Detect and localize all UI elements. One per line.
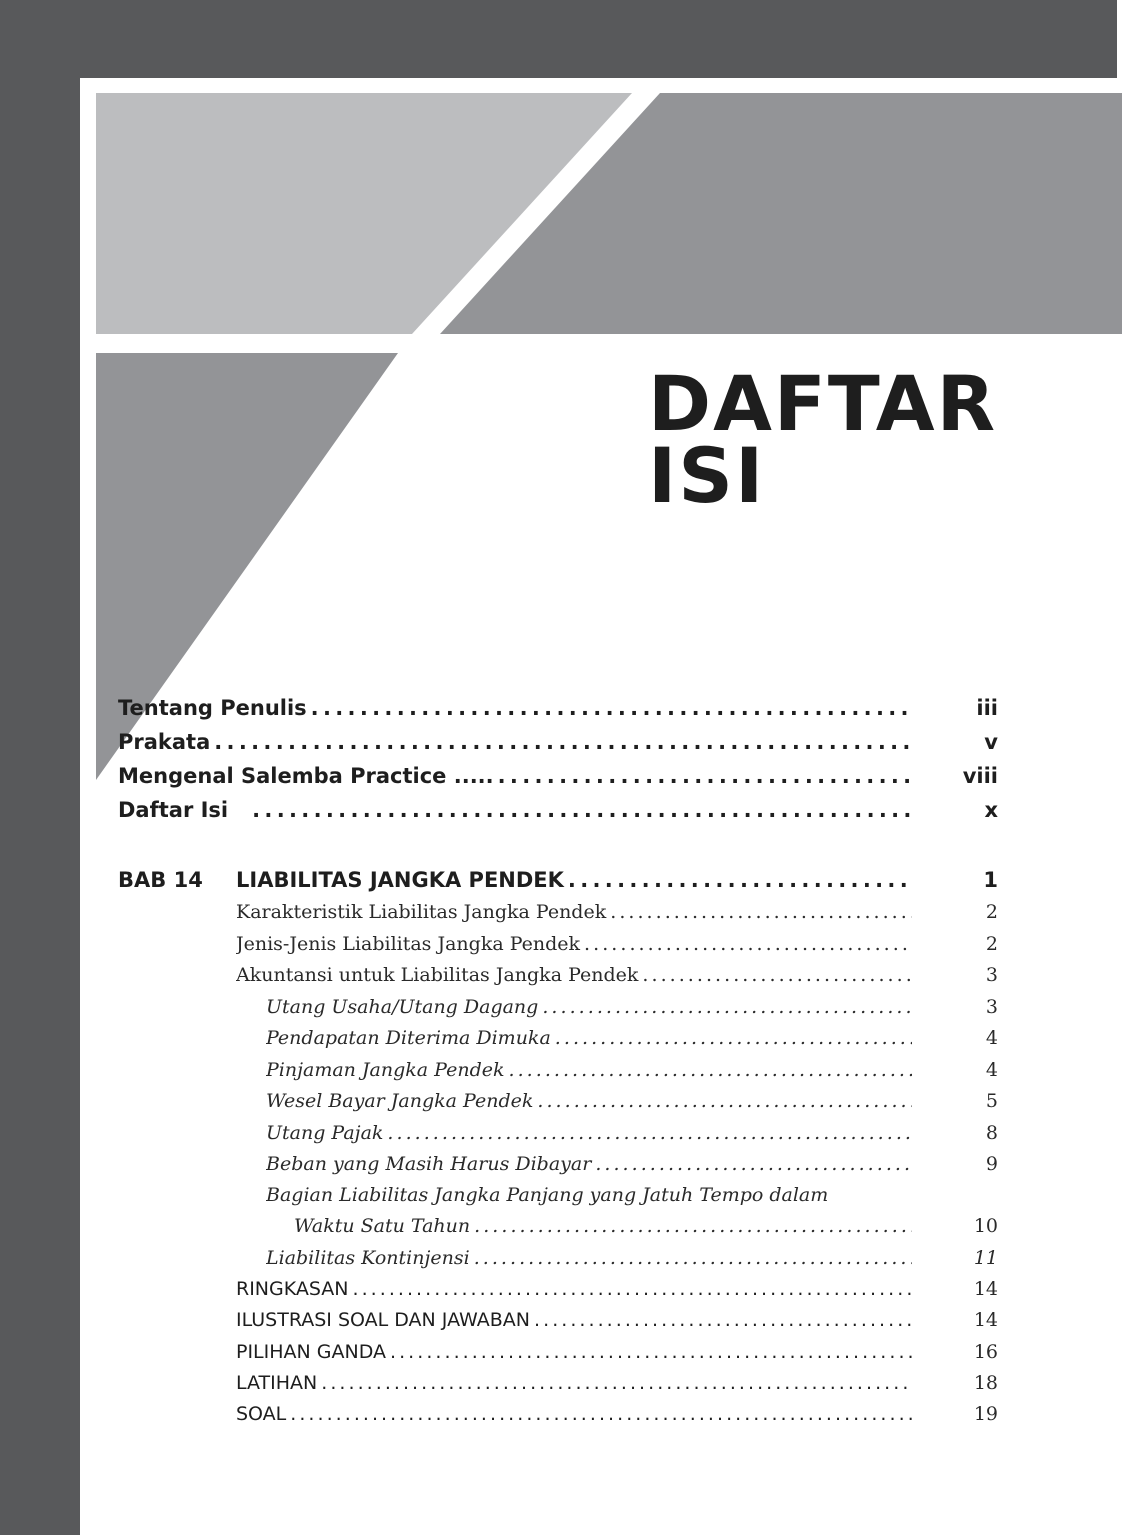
toc-subsection-page: 4 [985,1027,998,1049]
toc-closing[interactable] [236,1403,914,1425]
left-dark-band [0,0,80,1535]
toc-closing-page: 14 [973,1278,998,1300]
toc-subsection-label: Bagian Liabilitas Jangka Panjang yang Jatuh Tempo dalam [266,1184,829,1206]
toc-subsection-page: 9 [985,1153,998,1175]
toc-section-page: 3 [985,964,998,986]
toc-subsection-first-line[interactable] [266,1184,914,1206]
toc-entry[interactable] [118,730,914,754]
toc-subsection-continuation[interactable] [294,1215,914,1237]
toc-subsection[interactable] [266,1027,914,1049]
top-dark-band [0,0,1117,78]
toc-section[interactable] [236,901,914,923]
chapter-title-entry[interactable] [236,868,914,892]
toc-subsection-label: Utang Usaha/Utang Dagang [266,996,539,1018]
toc-closing-label: ILUSTRASI SOAL DAN JAWABAN [236,1309,531,1331]
toc-closing-label: SOAL [236,1403,287,1425]
toc-entry-label: Mengenal Salemba Practice ..... [118,764,494,788]
toc-subsection-label: Wesel Bayar Jangka Pendek [266,1090,534,1112]
toc-closing-label: RINGKASAN [236,1278,349,1300]
toc-subsection-label: Pinjaman Jangka Pendek [266,1059,505,1081]
toc-entry[interactable] [118,696,914,720]
toc-subsection[interactable] [266,996,914,1018]
toc-subsection-label: Pendapatan Diterima Dimuka [266,1027,551,1049]
toc-section-page: 2 [985,901,998,923]
toc-closing-page: 14 [973,1309,998,1331]
toc-subsection-page: 8 [985,1122,998,1144]
toc-section-label: Karakteristik Liabilitas Jangka Pendek [236,901,607,923]
toc-subsection-page: 5 [985,1090,998,1112]
toc-subsection[interactable] [266,1153,914,1175]
toc-subsection-page: 10 [973,1215,998,1237]
toc-subsection-page: 11 [973,1247,998,1269]
title-line-2: ISI [648,431,766,520]
toc-entry-label: Tentang Penulis [118,696,307,720]
toc-entry-page: iii [976,696,998,720]
toc-closing[interactable] [236,1341,914,1363]
toc-entry-label: Prakata [118,730,211,754]
toc-entry-page: viii [962,764,998,788]
toc-subsection-label-cont: Waktu Satu Tahun [294,1215,471,1237]
toc-entry[interactable] [118,798,914,822]
toc-subsection[interactable] [266,1059,914,1081]
toc-subsection-page: 3 [985,996,998,1018]
chapter-page: 1 [983,868,998,892]
chapter-number: BAB 14 [118,868,203,892]
toc-subsection-label: Liabilitas Kontinjensi [266,1247,470,1269]
toc-closing[interactable] [236,1278,914,1300]
toc-section-page: 2 [985,933,998,955]
toc-closing-page: 18 [973,1372,998,1394]
toc-section-label: Akuntansi untuk Liabilitas Jangka Pendek [236,964,639,986]
toc-subsection-label: Beban yang Masih Harus Dibayar [266,1153,592,1175]
toc-closing-label: LATIHAN [236,1372,318,1394]
chapter-title: LIABILITAS JANGKA PENDEK [236,868,564,892]
toc-subsection[interactable] [266,1090,914,1112]
toc-section[interactable] [236,933,914,955]
toc-subsection[interactable] [266,1122,914,1144]
toc-subsection-label: Utang Pajak [266,1122,384,1144]
toc-closing-page: 16 [973,1341,998,1363]
toc-entry[interactable] [118,764,914,788]
toc-closing-label: PILIHAN GANDA [236,1341,387,1363]
title-line-1: DAFTAR [648,359,998,448]
toc-subsection[interactable] [266,1247,914,1269]
toc-entry-page: v [984,730,998,754]
toc-subsection-page: 4 [985,1059,998,1081]
toc-closing[interactable] [236,1309,914,1331]
page-title [648,359,998,520]
toc-section[interactable] [236,964,914,986]
toc-entry-label: Daftar Isi [118,798,229,822]
toc-closing[interactable] [236,1372,914,1394]
toc-entry-page: x [984,798,998,822]
toc-closing-page: 19 [973,1403,998,1425]
toc-section-label: Jenis-Jenis Liabilitas Jangka Pendek [236,933,581,955]
